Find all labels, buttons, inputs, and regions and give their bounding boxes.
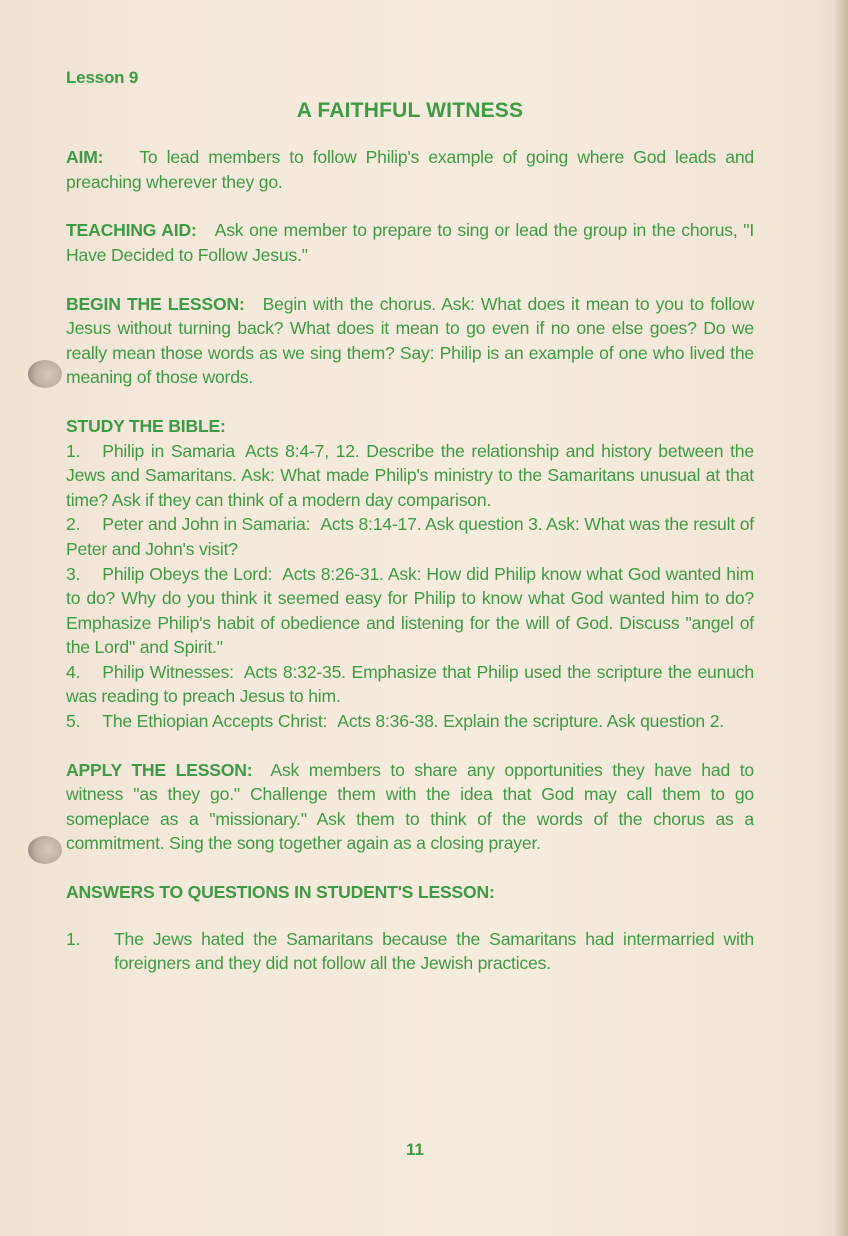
begin-lesson-label: BEGIN THE LESSON: xyxy=(66,293,245,314)
lesson-content xyxy=(66,66,754,976)
study-item-5 xyxy=(66,709,754,734)
punch-hole-lower xyxy=(28,836,62,864)
begin-lesson-section xyxy=(66,292,754,390)
study-item-number: 5. xyxy=(66,711,81,732)
apply-lesson-section xyxy=(66,758,754,856)
teaching-aid-text: Ask one member to prepare to sing or lead the group in the chorus, "I Have Decided to Follow Jesus." xyxy=(66,220,755,265)
study-item-reference: Acts 8:26-31. xyxy=(282,563,384,584)
answers-heading: ANSWERS TO QUESTIONS IN STUDENT'S LESSON: xyxy=(66,882,495,903)
study-item-heading: Philip in Samaria xyxy=(102,440,235,461)
aim-text: To lead members to follow Philip's example of going where God leads and preaching wherever they go. xyxy=(66,147,754,192)
study-item-reference: Acts 8:14-17. xyxy=(320,514,422,535)
lesson-title: A FAITHFUL WITNESS xyxy=(296,98,524,122)
punch-hole-upper xyxy=(28,360,62,388)
study-item-2 xyxy=(66,512,754,561)
study-item-number: 3. xyxy=(66,563,81,584)
study-item-number: 1. xyxy=(66,440,81,461)
study-item-text: Explain the scripture. Ask question 2. xyxy=(443,711,724,732)
answer-item-1 xyxy=(66,927,754,976)
study-item-text: Describe the relationship and history between the Jews and Samaritans. Ask: What made Philip's ministry to the Samaritans unusual at that time? Ask if they can think of a modern day comparison. xyxy=(66,440,754,510)
teaching-aid-section xyxy=(66,218,754,267)
study-item-reference: Acts 8:4-7, 12. xyxy=(244,440,360,461)
study-item-number: 2. xyxy=(66,514,81,535)
study-item-reference: Acts 8:36-38. xyxy=(337,711,439,732)
study-bible-heading: STUDY THE BIBLE: xyxy=(66,415,226,436)
study-item-text: Emphasize that Philip used the scripture the eunuch was reading to preach Jesus to him. xyxy=(66,661,754,707)
apply-lesson-text: Ask members to share any opportunities they have had to witness "as they go." Challenge them with the idea that God may call them to go someplace as a "missionary." Ask them to think of the words of the chorus as a commitment. Sing the song together again as a closing prayer. xyxy=(66,759,754,854)
answer-number: 1. xyxy=(66,928,81,949)
study-item-number: 4. xyxy=(66,661,81,682)
page-edge-shadow xyxy=(832,0,848,1236)
page-number: 11 xyxy=(406,1140,424,1159)
study-item-4 xyxy=(66,660,754,709)
study-item-heading: The Ethiopian Accepts Christ: xyxy=(102,711,328,732)
study-bible-list xyxy=(66,439,754,734)
apply-lesson-label: APPLY THE LESSON: xyxy=(66,759,253,780)
study-item-3 xyxy=(66,562,754,660)
study-item-text: Ask: How did Philip know what God wanted him to do? Why do you think it seemed easy for Philip to know what God wanted him to do? Emphasize Philip's habit of obedience and listening for the will of God. Discuss "angel of the Lord" and Spirit." xyxy=(66,563,754,658)
begin-lesson-text: Begin with the chorus. Ask: What does it mean to you to follow Jesus without turning back? What does it mean to go even if no one else goes? Do we really mean those words as we sing them? Say: Philip is an example of one who lived the meaning of those words. xyxy=(66,293,754,388)
study-item-heading: Philip Witnesses: xyxy=(102,661,234,682)
aim-section xyxy=(66,145,754,194)
lesson-number: Lesson 9 xyxy=(66,68,139,87)
study-item-1 xyxy=(66,439,754,513)
answer-text: The Jews hated the Samaritans because the Samaritans had intermarried with foreigners and they did not follow all the Jewish practices. xyxy=(114,928,754,974)
teaching-aid-label: TEACHING AID: xyxy=(66,220,197,241)
aim-label: AIM: xyxy=(66,147,104,168)
study-item-text: Ask question 3. Ask: What was the result of Peter and John's visit? xyxy=(66,514,754,559)
study-item-heading: Philip Obeys the Lord: xyxy=(102,563,273,584)
study-item-heading: Peter and John in Samaria: xyxy=(102,514,311,535)
study-item-reference: Acts 8:32-35. xyxy=(243,661,346,682)
